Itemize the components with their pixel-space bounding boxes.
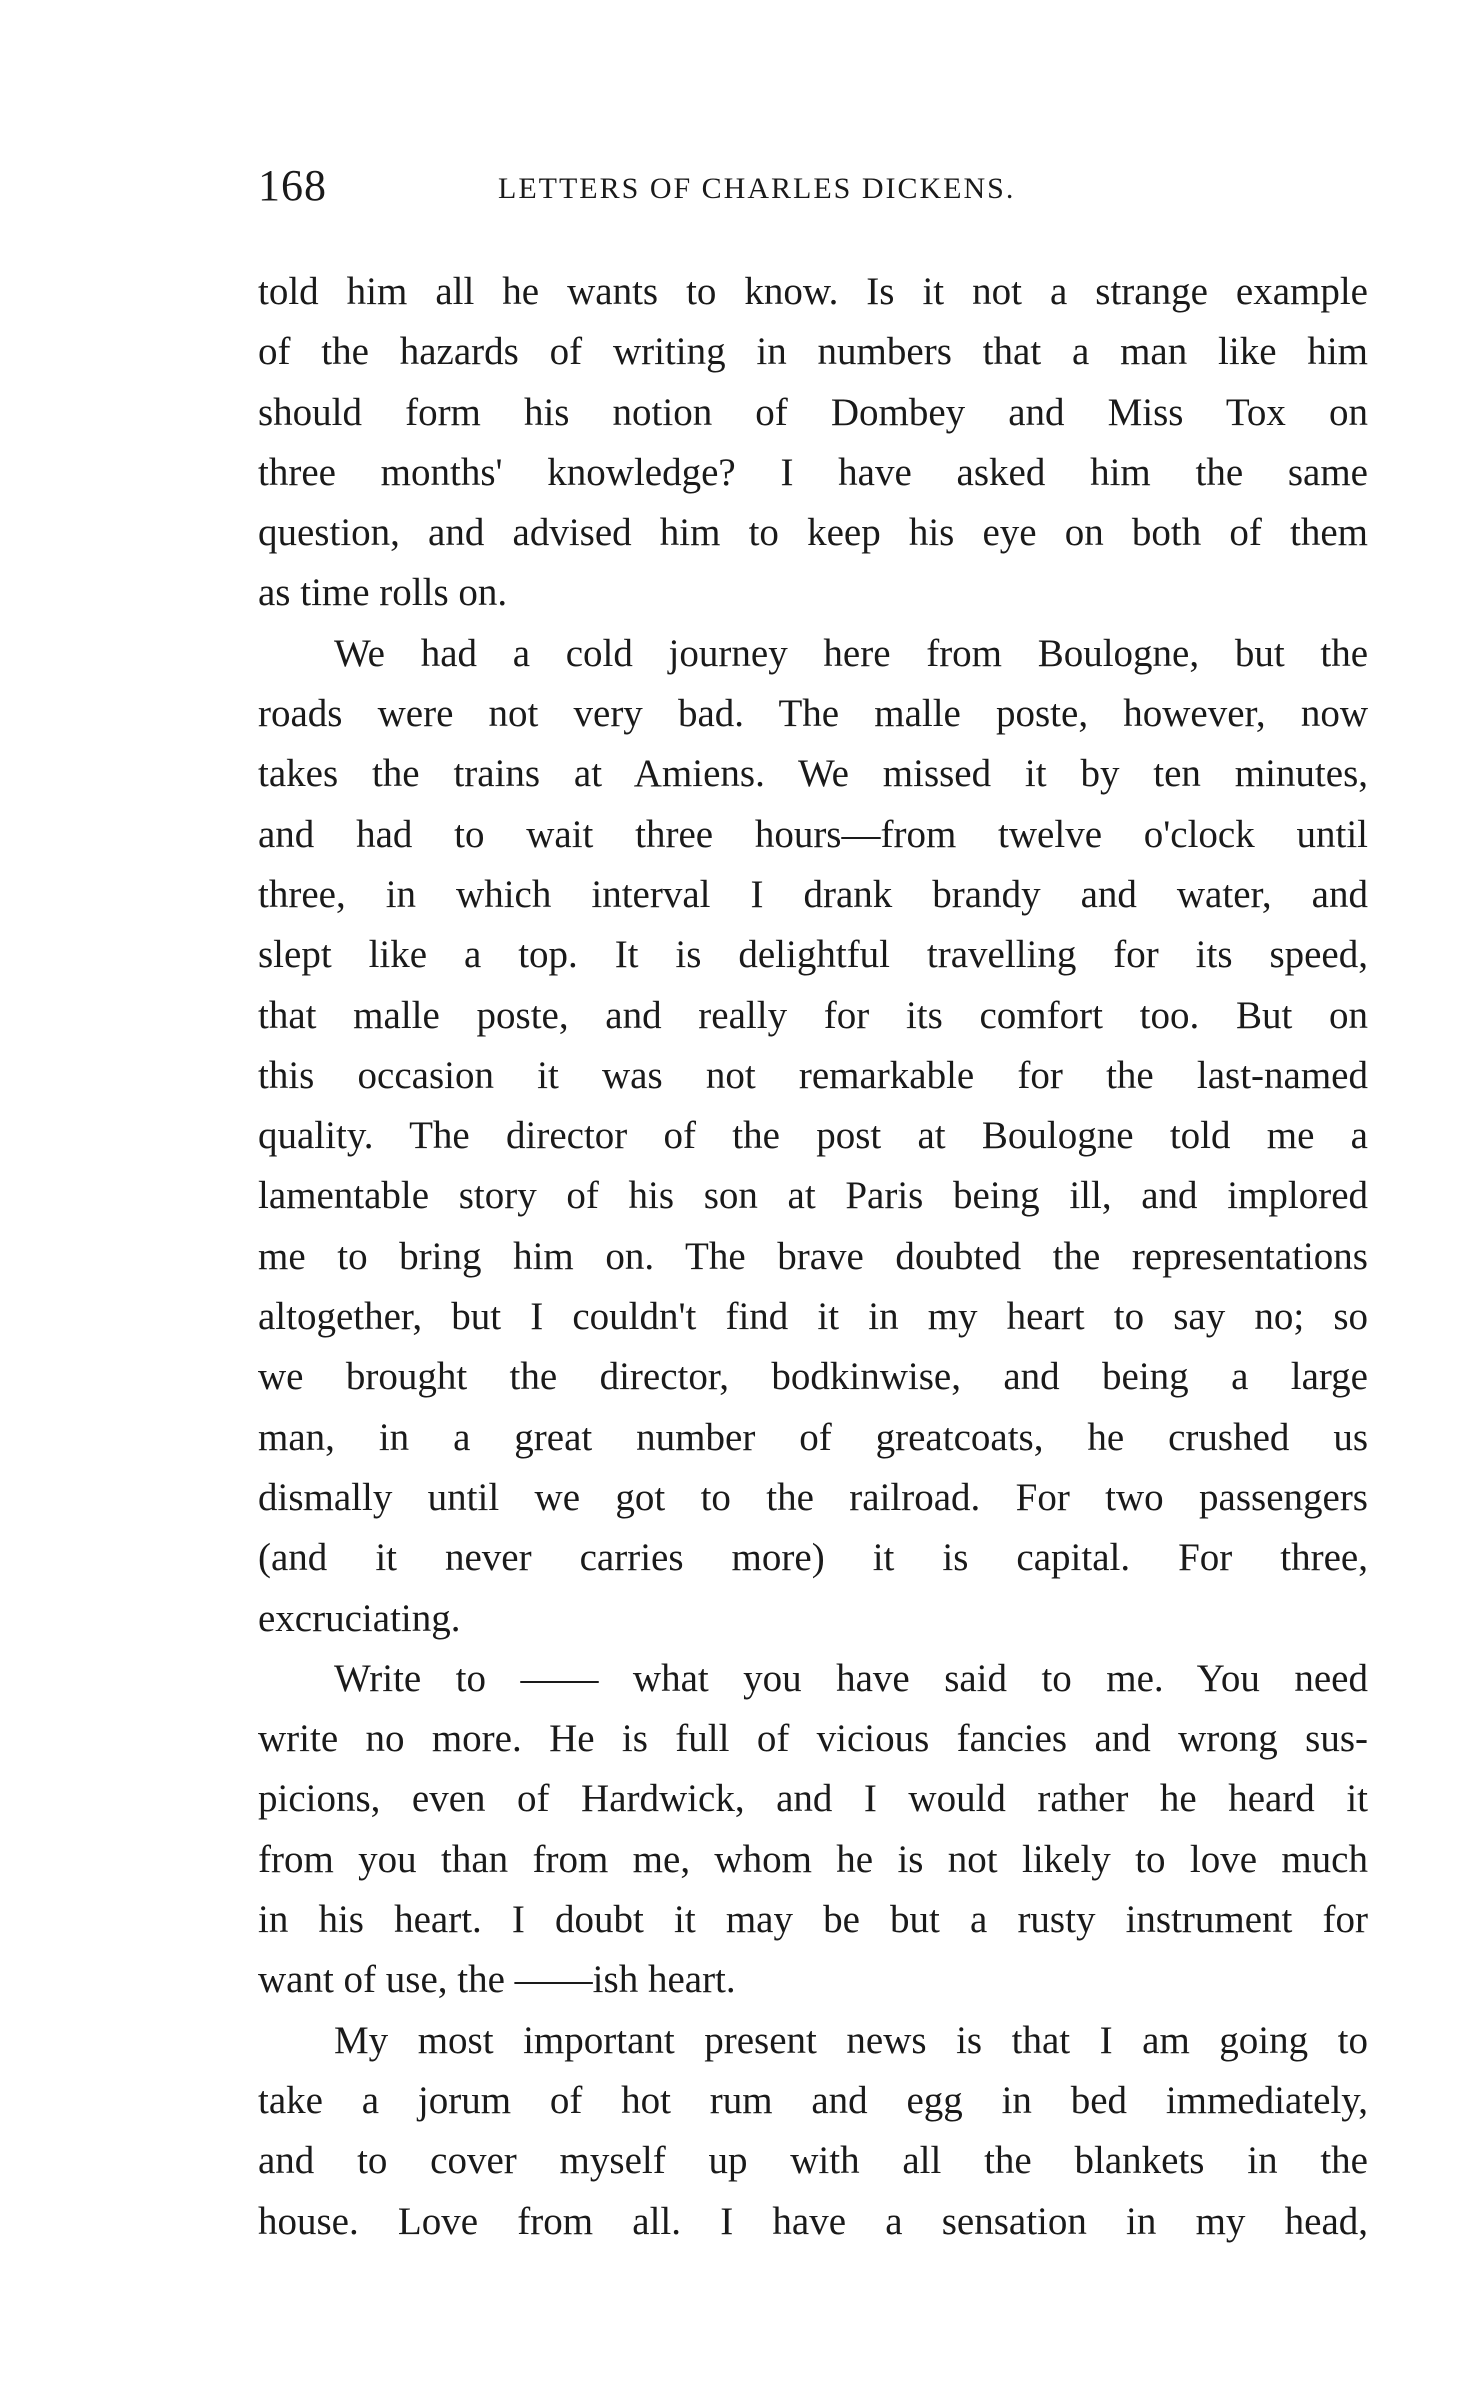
text-line: (and it never carries more) it is capital. For three, bbox=[258, 1536, 1368, 1580]
text-line: excruciating. bbox=[258, 1596, 461, 1640]
text-line: Write to —— what you have said to me. You need bbox=[334, 1656, 1368, 1700]
text-line: me to bring him on. The brave doubted the representations bbox=[258, 1234, 1368, 1278]
text-line: My most important present news is that I am going to bbox=[334, 2018, 1368, 2062]
text-line: roads were not very bad. The malle poste, however, now bbox=[258, 692, 1368, 736]
text-line: as time rolls on. bbox=[258, 571, 508, 615]
paragraph bbox=[258, 2011, 1368, 2252]
text-line: house. Love from all. I have a sensation in my head, bbox=[258, 2199, 1368, 2243]
paragraph bbox=[258, 262, 1368, 624]
text-line: and had to wait three hours—from twelve o'clock until bbox=[258, 812, 1368, 856]
text-line: We had a cold journey here from Boulogne, but the bbox=[334, 631, 1368, 675]
paragraph bbox=[258, 1649, 1368, 2011]
text-line: from you than from me, whom he is not likely to love much bbox=[258, 1837, 1368, 1881]
text-line: slept like a top. It is delightful travelling for its speed, bbox=[258, 933, 1368, 977]
text-line: three, in which interval I drank brandy and water, and bbox=[258, 872, 1368, 916]
text-line: man, in a great number of greatcoats, he crushed us bbox=[258, 1415, 1368, 1459]
text-line: question, and advised him to keep his eye on both of them bbox=[258, 511, 1368, 555]
text-line: quality. The director of the post at Boulogne told me a bbox=[258, 1114, 1368, 1158]
running-title: LETTERS OF CHARLES DICKENS. bbox=[498, 172, 1016, 205]
text-line: in his heart. I doubt it may be but a rusty instrument for bbox=[258, 1898, 1368, 1942]
text-line: three months' knowledge? I have asked him the same bbox=[258, 450, 1368, 494]
running-head bbox=[258, 160, 1368, 220]
text-line: want of use, the ——ish heart. bbox=[258, 1958, 736, 2002]
text-line: altogether, but I couldn't find it in my heart to say no; so bbox=[258, 1295, 1368, 1339]
text-line: this occasion it was not remarkable for the last-named bbox=[258, 1053, 1368, 1097]
text-line: we brought the director, bodkinwise, and being a large bbox=[258, 1355, 1368, 1399]
text-line: should form his notion of Dombey and Miss Tox on bbox=[258, 390, 1368, 434]
text-line: that malle poste, and really for its comfort too. But on bbox=[258, 993, 1368, 1037]
text-line: lamentable story of his son at Paris being ill, and implored bbox=[258, 1174, 1368, 1218]
text-line: dismally until we got to the railroad. For two passengers bbox=[258, 1475, 1368, 1519]
text-line: take a jorum of hot rum and egg in bed immediately, bbox=[258, 2078, 1368, 2122]
text-line: picions, even of Hardwick, and I would rather he heard it bbox=[258, 1777, 1368, 1821]
text-line: of the hazards of writing in numbers that a man like him bbox=[258, 330, 1368, 374]
body-text bbox=[258, 262, 1368, 2252]
page-number: 168 bbox=[258, 161, 327, 210]
text-line: takes the trains at Amiens. We missed it by ten minutes, bbox=[258, 752, 1368, 796]
paragraph bbox=[258, 624, 1368, 1649]
text-line: and to cover myself up with all the blankets in the bbox=[258, 2139, 1368, 2183]
text-line: write no more. He is full of vicious fancies and wrong sus- bbox=[258, 1717, 1368, 1761]
text-line: told him all he wants to know. Is it not a strange example bbox=[258, 270, 1368, 313]
